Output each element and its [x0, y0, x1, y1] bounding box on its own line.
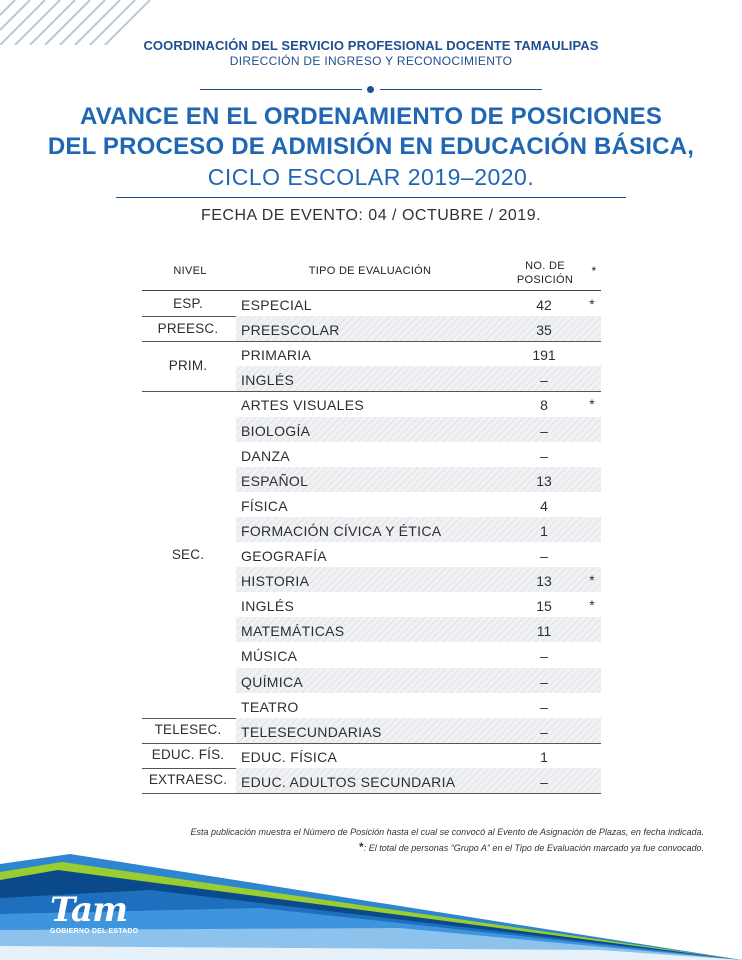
- table-row: [236, 492, 601, 517]
- cell-tipo: PRIMARIA: [241, 347, 312, 364]
- cell-star: *: [589, 396, 595, 413]
- cell-tipo: QUÍMICA: [241, 673, 303, 690]
- cell-tipo: EDUC. ADULTOS SECUNDARIA: [241, 773, 456, 790]
- table-row: [236, 542, 601, 567]
- cell-nivel: EDUC. FÍS.: [151, 747, 225, 763]
- footnote-star: *: [359, 840, 364, 854]
- logo-script: Tam: [50, 890, 128, 930]
- cell-tipo: ESPECIAL: [241, 297, 312, 313]
- department-name: DIRECCIÓN DE INGRESO Y RECONOCIMIENTO: [229, 54, 513, 68]
- government-logo: [50, 890, 139, 935]
- title-divider: [116, 197, 626, 198]
- cell-no-posicion: 13: [536, 573, 552, 590]
- table-row: [236, 693, 601, 718]
- header-divider-right: [380, 89, 542, 90]
- title-line-1: AVANCE EN EL ORDENAMIENTO DE POSICIONES: [79, 103, 663, 130]
- cell-tipo: ARTES VISUALES: [241, 397, 364, 414]
- header-no-line1: NO. DE: [525, 260, 565, 272]
- cell-star: *: [589, 572, 595, 589]
- cell-no-posicion: –: [540, 422, 548, 439]
- header-nivel: NIVEL: [173, 265, 207, 277]
- cell-tipo: EDUC. FÍSICA: [241, 748, 338, 765]
- cell-no-posicion: –: [540, 372, 548, 389]
- cell-tipo: BIOLOGÍA: [241, 422, 311, 439]
- cell-no-posicion: –: [540, 723, 548, 740]
- header-divider-dot: [367, 86, 374, 93]
- cell-no-posicion: 13: [536, 472, 552, 489]
- table-row: [236, 617, 601, 642]
- footnote-1: Esta publicación muestra el Número de Posición hasta el cual se convocó al Evento de Asignación de Plazas, en fecha indicada.: [190, 827, 704, 837]
- cell-tipo: HISTORIA: [241, 573, 310, 590]
- cell-nivel: EXTRAESC.: [148, 772, 228, 788]
- header-no-line2: POSICIÓN: [516, 274, 574, 286]
- table-row: [236, 291, 601, 316]
- cell-no-posicion: 11: [536, 623, 552, 640]
- cell-tipo: INGLÉS: [241, 372, 295, 389]
- table-row: [236, 592, 601, 617]
- cell-no-posicion: –: [540, 673, 548, 690]
- cell-star: *: [589, 296, 595, 312]
- cell-tipo: TEATRO: [241, 698, 299, 715]
- table-row: [236, 642, 601, 667]
- table-row: [236, 341, 601, 366]
- cell-no-posicion: 1: [540, 522, 548, 539]
- group-rule: [142, 793, 601, 794]
- cell-no-posicion: –: [540, 648, 548, 665]
- logo-subtitle: GOBIERNO DEL ESTADO: [50, 928, 139, 935]
- table-row: [236, 442, 601, 467]
- table-row: [236, 567, 601, 592]
- table-row: [236, 467, 601, 492]
- cell-nivel: TELESEC.: [154, 722, 222, 738]
- table-row: [236, 316, 601, 341]
- cell-star: *: [589, 597, 595, 614]
- cell-tipo: MATEMÁTICAS: [241, 623, 345, 640]
- table-row: [236, 391, 601, 416]
- cell-tipo: DANZA: [241, 447, 290, 464]
- cell-no-posicion: –: [540, 698, 548, 715]
- cell-nivel: PRIM.: [168, 358, 208, 374]
- header-tipo: TIPO DE EVALUACIÓN: [308, 265, 432, 277]
- cell-no-posicion: –: [540, 447, 548, 464]
- cell-no-posicion: 15: [536, 598, 552, 615]
- cell-tipo: PREESCOLAR: [241, 322, 340, 339]
- cell-no-posicion: 4: [540, 497, 548, 514]
- footnote-2-text: : El total de personas “Grupo A” en el Tipo de Evaluación marcado ya fue convocado.: [363, 843, 704, 853]
- cell-nivel: SEC.: [171, 546, 205, 562]
- table-row: [236, 366, 601, 391]
- title-line-2: DEL PROCESO DE ADMISIÓN EN EDUCACIÓN BÁSICA,: [47, 133, 695, 160]
- cell-no-posicion: 35: [536, 322, 552, 339]
- table-row: [236, 517, 601, 542]
- cell-tipo: INGLÉS: [241, 598, 295, 615]
- table-row: [236, 417, 601, 442]
- cell-tipo: FÍSICA: [241, 497, 288, 514]
- cell-tipo: GEOGRAFÍA: [241, 548, 327, 564]
- header-star: *: [591, 264, 597, 278]
- cell-no-posicion: –: [540, 773, 548, 790]
- table-row: [236, 743, 601, 768]
- organization-name: COORDINACIÓN DEL SERVICIO PROFESIONAL DOCENTE TAMAULIPAS: [143, 38, 599, 53]
- event-date: FECHA DE EVENTO: 04 / OCTUBRE / 2019.: [200, 207, 542, 224]
- table-row: [236, 668, 601, 693]
- cell-no-posicion: 42: [536, 297, 552, 313]
- cell-nivel: ESP.: [173, 295, 203, 311]
- cell-tipo: ESPAÑOL: [241, 472, 309, 489]
- cell-no-posicion: 1: [540, 748, 548, 765]
- cell-tipo: MÚSICA: [241, 648, 298, 665]
- cell-no-posicion: 8: [540, 397, 548, 414]
- cell-no-posicion: –: [540, 548, 548, 564]
- title-line-3: CICLO ESCOLAR 2019–2020.: [207, 164, 535, 190]
- cell-tipo: TELESECUNDARIAS: [241, 723, 382, 740]
- table-row: [236, 768, 601, 793]
- table-row: [236, 718, 601, 743]
- cell-tipo: FORMACIÓN CÍVICA Y ÉTICA: [241, 522, 442, 539]
- cell-no-posicion: 191: [532, 347, 556, 364]
- header-divider-left: [200, 89, 362, 90]
- cell-nivel: PREESC.: [157, 320, 219, 336]
- header-no-posicion: [505, 259, 585, 287]
